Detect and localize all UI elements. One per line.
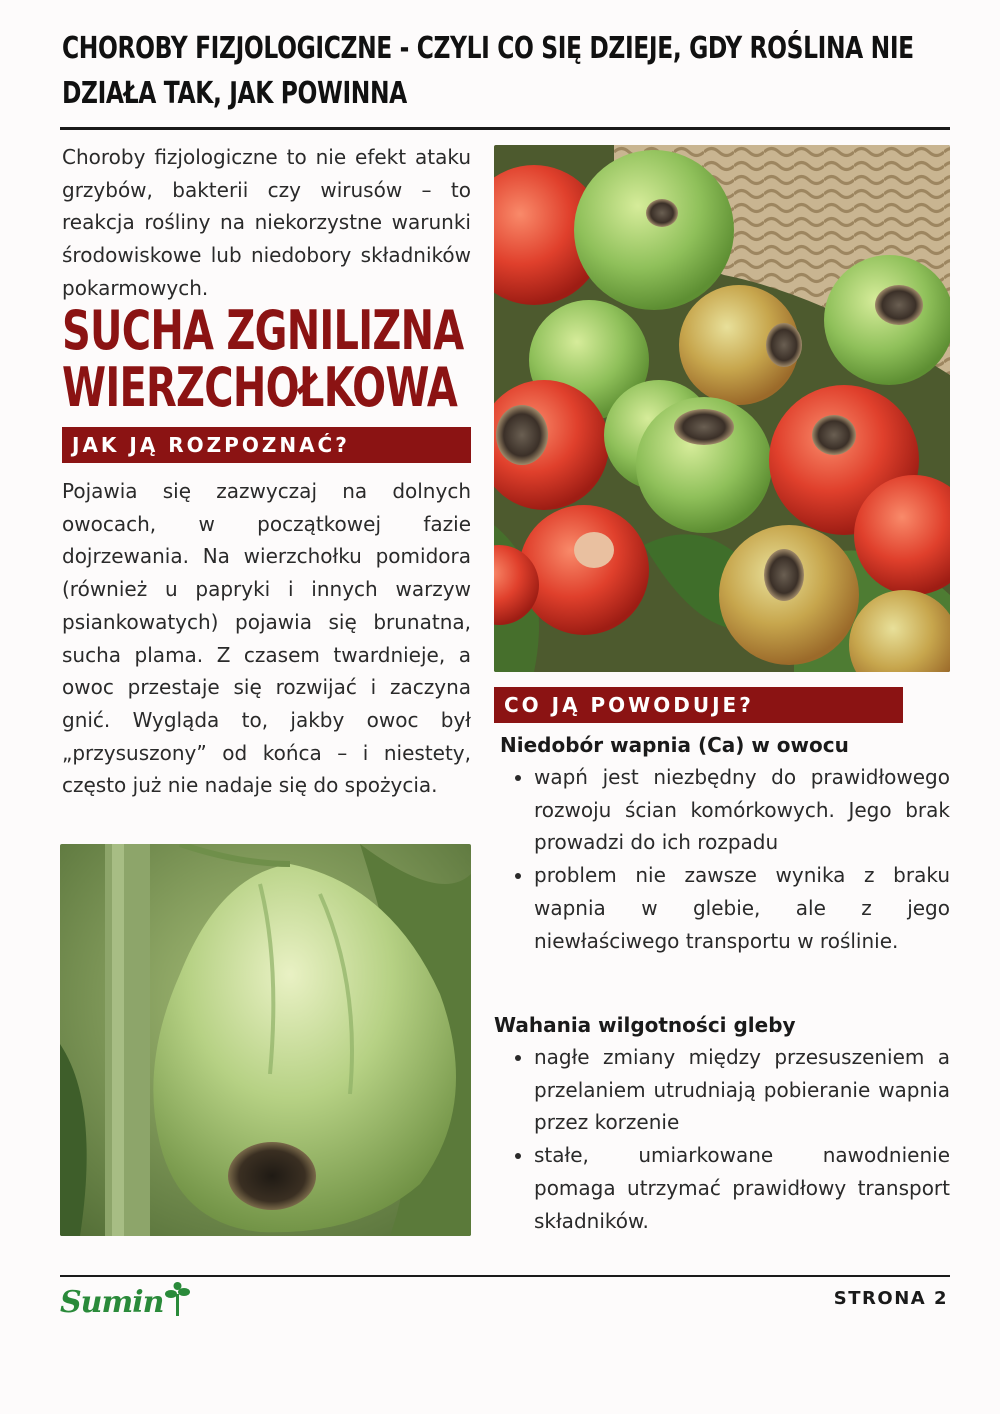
cause-list-calcium	[494, 761, 950, 957]
green-tomato-illustration	[60, 844, 471, 1236]
list-item: • wapń jest niezbędny do prawidłowego rozwoju ścian komórkowych. Jego brak prowadzi do ich rozpadu	[534, 761, 950, 859]
list-item: • stałe, umiarkowane nawodnienie pomaga utrzymać prawidłowy transport składników.	[534, 1139, 950, 1237]
cause-title-moisture: Wahania wilgotności gleby	[494, 1013, 796, 1037]
page-title: CHOROBY FIZJOLOGICZNE - CZYLI CO SIĘ DZIEJE, GDY ROŚLINA NIE DZIAŁA TAK, JAK POWINNA	[62, 31, 914, 111]
tomatoes-basket-illustration	[494, 145, 950, 672]
recognize-paragraph: Pojawia się zazwyczaj na dolnych owocach, w początkowej fazie dojrzewania. Na wierzchołku pomidora (również u papryki i innych warzyw psiankowatych) pojawia się brunatna, sucha plama. Z czasem twardnieje, a owoc przestaje się rozwijać i zaczyna gnić. Wygląda to, jakby owoc był „przysuszony” od końca – i niestety, często już nie nadaje się do spożycia.	[62, 479, 471, 798]
green-tomato-photo	[60, 844, 471, 1236]
cause-list-moisture	[494, 1041, 950, 1237]
plant-sprout-icon	[165, 1282, 191, 1316]
tomatoes-basket-photo	[494, 145, 950, 672]
list-item: • problem nie zawsze wynika z braku wapnia w glebie, ale z jego niewłaściwego transportu w roślinie.	[534, 859, 950, 957]
brand-logo-text: Sumin	[60, 1285, 164, 1320]
page-number: STRONA 2	[833, 1288, 948, 1309]
section-heading	[62, 299, 464, 419]
section-heading-line1: SUCHA ZGNILIZNA	[62, 299, 464, 362]
recognize-banner	[62, 427, 471, 463]
causes-banner-label: CO JĄ POWODUJE?	[504, 693, 754, 717]
cause-title-calcium: Niedobór wapnia (Ca) w owocu	[500, 733, 849, 757]
intro-paragraph: Choroby fizjologiczne to nie efekt ataku grzybów, bakterii czy wirusów – to reakcja rośliny na niekorzystne warunki środowiskowe lub niedobory składników pokarmowych.	[62, 145, 471, 300]
recognize-banner-label: JAK JĄ ROZPOZNAĆ?	[72, 433, 350, 457]
header-divider	[60, 127, 950, 130]
brand-logo[interactable]	[60, 1282, 191, 1320]
section-heading-line2: WIERZCHOŁKOWA	[62, 356, 458, 419]
footer-divider	[60, 1275, 950, 1277]
list-item: • nagłe zmiany między przesuszeniem a przelaniem utrudniają pobieranie wapnia przez korzenie	[534, 1041, 950, 1139]
causes-banner	[494, 687, 903, 723]
